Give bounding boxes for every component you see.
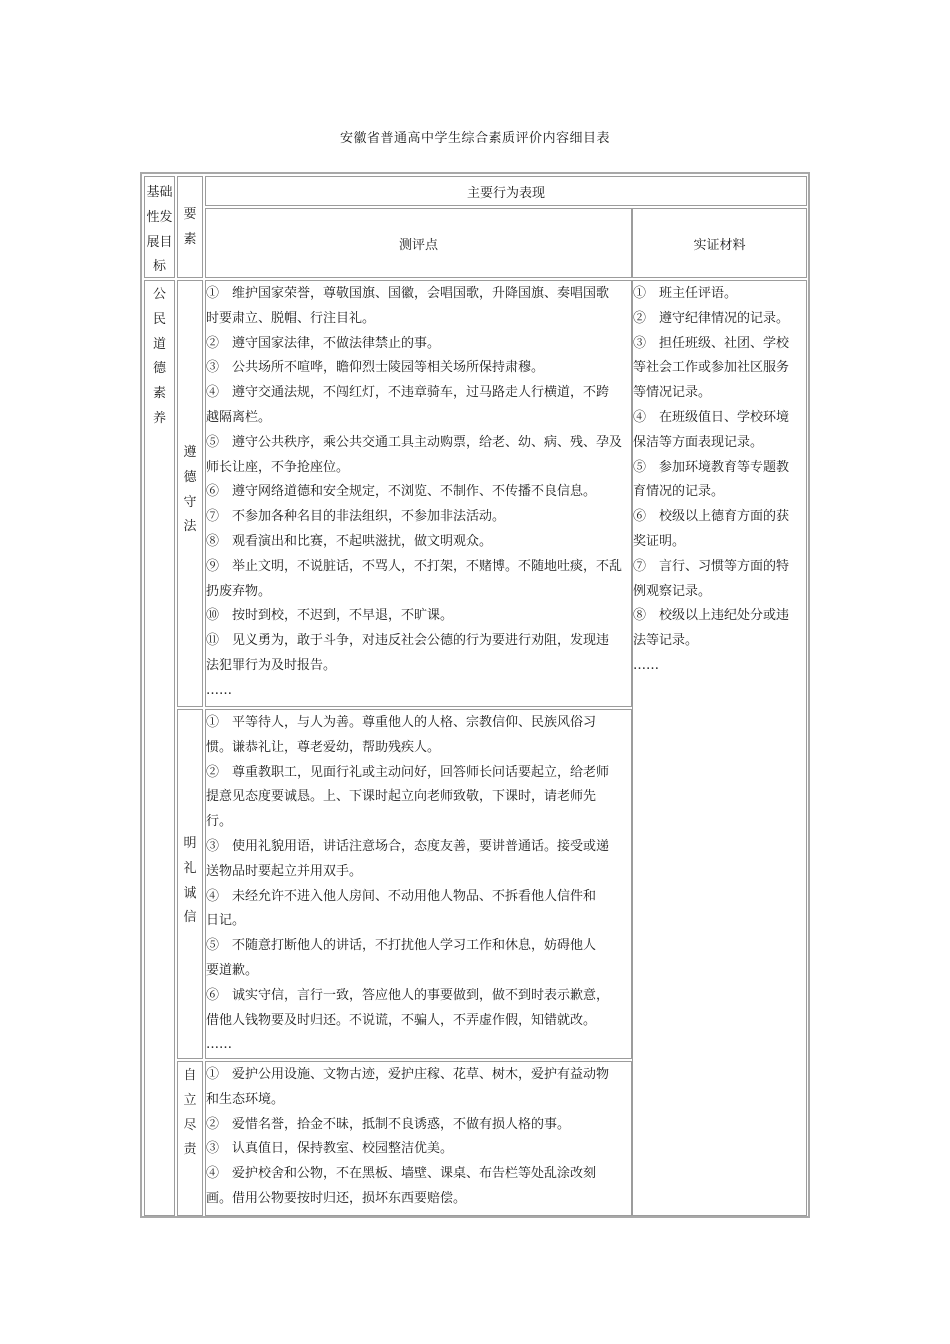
evidence-cell [632, 280, 807, 1216]
header-evidence [632, 208, 807, 278]
goal-cell [144, 280, 175, 1216]
evidence-line: 奖证明。 [633, 533, 686, 549]
document-title: 安徽省普通高中学生综合素质评价内容细目表 [339, 131, 610, 146]
evaluation-line: ① 平等待人，与人为善。尊重他人的人格、宗教信仰、民族风俗习 [206, 715, 597, 730]
evaluation-line: ⑨ 举止文明，不说脏话，不骂人，不打架，不赌博。不随地吐痰，不乱 [206, 558, 623, 574]
evidence-line: 法等记录。 [633, 633, 699, 649]
evaluation-line: 画。借用公物要按时归还，损坏东西要赔偿。 [206, 1190, 467, 1206]
element-char: 自 [183, 1068, 197, 1083]
evidence-line: 等社会工作或参加社区服务 [633, 360, 790, 376]
evaluation-line: 师长让座，不争抢座位。 [206, 459, 350, 475]
evaluation-line: 惯。谦恭礼让，尊老爱幼，帮助残疾人。 [206, 739, 441, 755]
evaluation-line: 扔废弃物。 [206, 583, 272, 599]
evidence-line: ⑤ 参加环境教育等专题教 [633, 459, 790, 475]
header-element-cell [177, 176, 203, 278]
goal-char: 公 [152, 287, 166, 302]
evaluation-line: ③ 使用礼貌用语，讲话注意场合，态度友善，要讲普通话。接受或递 [206, 838, 610, 854]
header-goal-cell [144, 176, 175, 278]
evaluation-line: 借他人钱物要及时归还。不说谎，不骗人，不弄虚作假，知错就改。 [206, 1012, 597, 1028]
evaluation-line: ⑤ 遵守公共秩序，乘公共交通工具主动购票，给老、幼、病、残、孕及 [206, 434, 623, 450]
main-behavior-label: 主要行为表现 [466, 185, 545, 201]
evaluation-line: 提意见态度要诚恳。上、下课时起立向老师致敬，下课时，请老师先 [206, 789, 597, 805]
element-cell-zili [177, 1061, 203, 1216]
evidence-line: ④ 在班级值日、学校环境 [633, 409, 790, 425]
evaluation-line: ② 爱惜名誉，拾金不昧，抵制不良诱惑，不做有损人格的事。 [206, 1116, 571, 1132]
element-cell-mingli [177, 709, 203, 1059]
evaluation-line: ① 维护国家荣誉，尊敬国旗、国徽，会唱国歌，升降国旗、奏唱国歌 [206, 286, 610, 301]
element-char: 遵 [183, 445, 197, 460]
goal-char: 德 [152, 361, 166, 377]
goal-char: 养 [152, 410, 166, 426]
evaluation-points-zili [205, 1061, 632, 1216]
evaluation-line: ⑥ 诚实守信，言行一致，答应他人的事要做到，做不到时表示歉意， [206, 987, 610, 1003]
evaluation-points-mingli [205, 709, 632, 1059]
header-element-char: 素 [183, 231, 197, 247]
evidence-line: 等情况记录。 [633, 385, 712, 401]
evaluation-line: 行。 [206, 814, 233, 830]
header-goal-char: 基础 [146, 185, 173, 200]
goal-char: 民 [152, 311, 166, 327]
element-char: 尽 [183, 1117, 197, 1133]
element-char: 诚 [183, 885, 197, 901]
evaluation-line: ③ 认真值日，保持教室、校园整洁优美。 [206, 1141, 454, 1157]
evaluation-table [140, 172, 810, 1218]
element-char: 立 [183, 1092, 197, 1108]
evaluation-line: 日记。 [206, 913, 246, 929]
header-goal-char: 展目 [146, 234, 173, 250]
evaluation-line: 法犯罪行为及时报告。 [206, 657, 337, 673]
evaluation-line: 和生态环境。 [206, 1091, 285, 1107]
evaluation-points-zunde [205, 280, 632, 707]
evaluation-line: ⑥ 遵守网络道德和安全规定，不浏览、不制作、不传播不良信息。 [206, 484, 597, 500]
evidence-line: ⑦ 言行、习惯等方面的特 [633, 558, 790, 574]
element-char: 信 [183, 910, 197, 926]
evaluation-line: 送物品时要起立并用双手。 [206, 863, 363, 879]
element-char: 法 [183, 519, 197, 535]
header-evaluation-points [205, 208, 632, 278]
evaluation-line: …… [206, 1037, 232, 1053]
evidence-line: 例观察记录。 [633, 583, 712, 599]
header-goal-char: 性发 [146, 209, 173, 225]
evaluation-line: 越隔离栏。 [206, 409, 272, 425]
goal-char: 道 [152, 336, 166, 352]
evidence-line: …… [633, 657, 659, 673]
goal-char: 素 [152, 386, 166, 402]
evaluation-line: ② 遵守国家法律，不做法律禁止的事。 [206, 335, 441, 351]
evaluation-line: ④ 爱护校舍和公物，不在黑板、墙壁、课桌、布告栏等处乱涂改刻 [206, 1166, 597, 1182]
evidence-line: 育情况的记录。 [633, 484, 725, 500]
evaluation-line: ⑪ 见义勇为，敢于斗争，对违反社会公德的行为要进行劝阻，发现违 [206, 633, 610, 649]
element-char: 礼 [183, 860, 197, 876]
evidence-line: ⑥ 校级以上德育方面的获 [633, 509, 790, 525]
evidence-line: 保洁等方面表现记录。 [633, 434, 764, 450]
evidence-line: ② 遵守纪律情况的记录。 [633, 310, 790, 326]
evaluation-line: 时要肃立、脱帽、行注目礼。 [206, 310, 376, 326]
element-char: 守 [183, 494, 197, 510]
element-char: 德 [183, 469, 197, 485]
header-main-behavior [205, 176, 807, 206]
evidence-line: ⑧ 校级以上违纪处分或违 [633, 608, 790, 624]
evidence-line: ③ 担任班级、社团、学校 [633, 335, 790, 351]
evaluation-line: ② 尊重教职工，见面行礼或主动问好，回答师长问话要起立，给老师 [206, 764, 610, 780]
evidence-line: ① 班主任评语。 [633, 286, 738, 301]
evaluation-line: ⑧ 观看演出和比赛，不起哄滋扰，做文明观众。 [206, 533, 493, 549]
header-element-char: 要 [183, 207, 197, 222]
evaluation-line: ④ 未经允许不进入他人房间、不动用他人物品、不拆看他人信件和 [206, 888, 597, 904]
evaluation-line: ⑩ 按时到校，不迟到，不早退，不旷课。 [206, 608, 454, 624]
evaluation-line: ④ 遵守交通法规，不闯红灯，不违章骑车，过马路走人行横道，不跨 [206, 385, 610, 401]
element-char: 责 [183, 1142, 197, 1158]
header-goal-char: 标 [152, 259, 166, 275]
evaluation-line: 要道歉。 [206, 962, 259, 978]
evaluation-line: …… [206, 682, 232, 698]
evaluation-line: ⑦ 不参加各种名目的非法组织，不参加非法活动。 [206, 509, 506, 525]
evidence-label: 实证材料 [693, 237, 746, 253]
evaluation-points-label: 测评点 [398, 237, 438, 253]
element-cell-zunde [177, 280, 203, 707]
evaluation-line: ① 爱护公用设施、文物古迹，爱护庄稼、花草、树木，爱护有益动物 [206, 1067, 610, 1082]
evaluation-line: ③ 公共场所不喧哗，瞻仰烈士陵园等相关场所保持肃穆。 [206, 360, 545, 376]
evaluation-line: ⑤ 不随意打断他人的讲话，不打扰他人学习工作和休息，妨碍他人 [206, 938, 597, 954]
element-char: 明 [183, 836, 197, 851]
